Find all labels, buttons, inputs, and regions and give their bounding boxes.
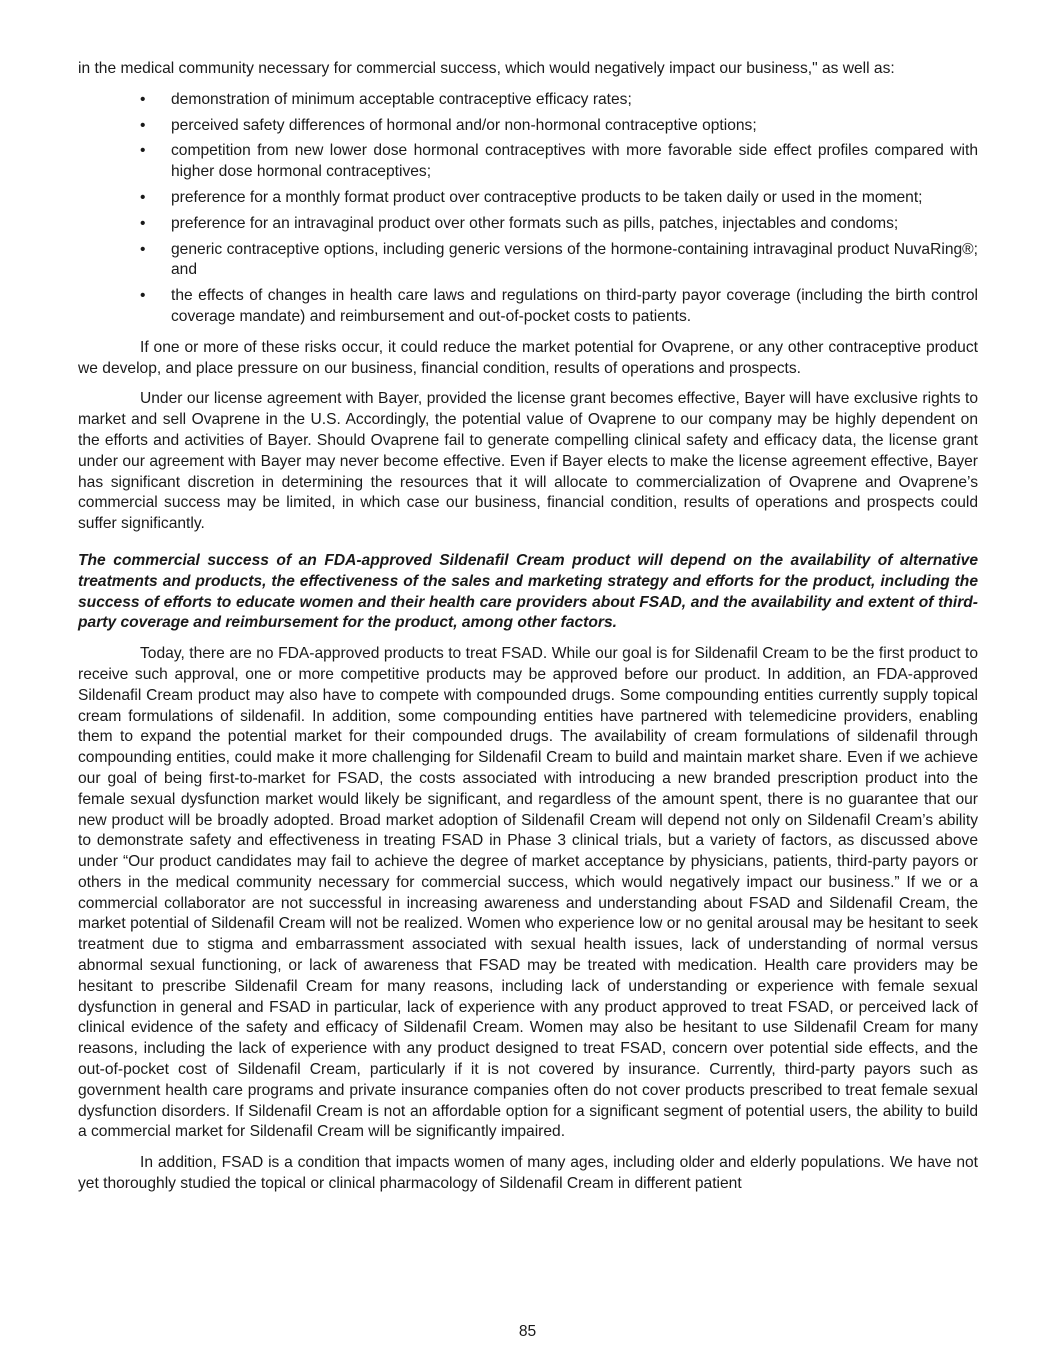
list-item: [78, 286, 978, 328]
paragraph-populations: In addition, FSAD is a condition that impacts women of many ages, including older and elderly populations. We have not yet thoroughly studied the topical or clinical pharmacology of Sildenafil Cream in different patient: [78, 1154, 978, 1193]
list-item: [78, 214, 978, 235]
list-item-text: the effects of changes in health care laws and regulations on third-party payor coverage (including the birth control coverage mandate) and reimbursement and out-of-pocket costs to patients.: [171, 287, 978, 325]
list-item-text: generic contraceptive options, including generic versions of the hormone-containing intravaginal product NuvaRing®; and: [171, 240, 978, 279]
list-item: [78, 141, 978, 183]
list-item-text: preference for an intravaginal product over other formats such as pills, patches, injectables and condoms;: [171, 214, 899, 232]
bullet-icon: •: [140, 188, 146, 206]
page-number: 85: [518, 1323, 537, 1340]
list-item: [78, 116, 978, 137]
document-page: [78, 59, 978, 1205]
bullet-icon: •: [140, 142, 146, 160]
bullet-icon: •: [140, 116, 146, 134]
list-item: [78, 90, 978, 111]
list-item: [78, 240, 978, 282]
paragraph-risks: If one or more of these risks occur, it could reduce the market potential for Ovaprene, or any other contraceptive product we develop, and place pressure on our business, financial condition, results of operations and prospects.: [78, 338, 978, 377]
bullet-icon: •: [140, 240, 146, 258]
bullet-icon: •: [140, 214, 146, 232]
paragraph-bayer: Under our license agreement with Bayer, provided the license grant becomes effective, Bayer will have exclusive rights to market and sell Ovaprene in the U.S. Accordingly, the potential value of Ovaprene to our company may be highly dependent on the efforts and activities of Bayer. Should Ovaprene fail to generate compelling clinical safety and efficacy data, the license grant under our agreement with Bayer may never become effective. Even if Bayer elects to make the license agreement effective, Bayer has significant discretion in determining the resources that it will allocate to commercialization of Ovaprene and Ovaprene’s commercial success may be limited, in which case our business, financial condition, results of operations and prospects could suffer significantly.: [78, 390, 978, 533]
section-heading: The commercial success of an FDA-approved Sildenafil Cream product will depend on the availability of alternative treatments and products, the effectiveness of the sales and marketing strategy and efforts for the product, including the success of efforts to educate women and their health care providers about FSAD, and the availability and extent of third-party coverage and reimbursement for the product, among other factors.: [78, 551, 978, 632]
intro-paragraph: in the medical community necessary for commercial success, which would negatively impact our business," as well as:: [78, 60, 895, 77]
bullet-icon: •: [140, 90, 146, 108]
list-item-text: demonstration of minimum acceptable contraceptive efficacy rates;: [171, 90, 632, 108]
paragraph-fsad: Today, there are no FDA-approved products to treat FSAD. While our goal is for Sildenafil Cream to be the first product to receive such approval, one or more competitive products may be approved before our product. In addition, an FDA-approved Sildenafil Cream product may also have to compete with compounded drugs. Some compounding entities currently supply topical cream formulations of sildenafil. In addition, some compounding entities have partnered with telemedicine providers, enabling them to expand the potential market for their compounded drugs. The availability of cream formulations of sildenafil through compounding entities, could make it more challenging for Sildenafil Cream to build and maintain market share. Even if we achieve our goal of being first-to-market for FSAD, the costs associated with introducing a new branded prescription product into the female sexual dysfunction market would likely be significant, and regardless of the amount spent, there is no guarantee that our new product will be broadly adopted. Broad market adoption of Sildenafil Cream will depend not only on Sildenafil Cream’s ability to demonstrate safety and effectiveness in treating FSAD in Phase 3 clinical trials, but a variety of factors, as discussed above under “Our product candidates may fail to achieve the degree of market acceptance by physicians, patients, third-party payors or others in the medical community necessary for commercial success, which would negatively impact our business.” If we or a commercial collaborator are not successful in increasing awareness and understanding about FSAD and Sildenafil Cream, the market potential of Sildenafil Cream will not be realized. Women who experience low or no genital arousal may be hesitant to seek treatment due to stigma and embarrassment associated with sexual health issues, lack of understanding of normal versus abnormal sexual functioning, or lack of awareness that FSAD may be treated with medication. Health care providers may be hesitant to prescribe Sildenafil Cream for many reasons, including lack of understanding or experience with female sexual dysfunction in general and FSAD in particular, lack of experience with any product approved to treat FSAD, or perceived lack of clinical evidence of the safety and efficacy of Sildenafil Cream. Women may also be hesitant to use Sildenafil Cream for many reasons, including the lack of experience with any product designed to treat FSAD, concern over potential side effects, and the out-of-pocket cost of Sildenafil Cream, particularly if it is not covered by insurance. Currently, third-party payors such as government health care programs and private insurance companies often do not cover products prescribed to treat female sexual dysfunction disorders. If Sildenafil Cream is not an affordable option for a significant segment of potential users, the ability to build a commercial market for Sildenafil Cream will be significantly impaired.: [78, 645, 978, 1141]
risk-factor-list: [78, 90, 978, 328]
list-item: [78, 188, 978, 209]
list-item-text: preference for a monthly format product over contraceptive products to be taken daily or used in the moment;: [171, 188, 923, 206]
list-item-text: perceived safety differences of hormonal and/or non-hormonal contraceptive options;: [171, 116, 757, 134]
list-item-text: competition from new lower dose hormonal contraceptives with more favorable side effect profiles compared with higher dose hormonal contraceptives;: [171, 142, 978, 181]
bullet-icon: •: [140, 287, 146, 305]
